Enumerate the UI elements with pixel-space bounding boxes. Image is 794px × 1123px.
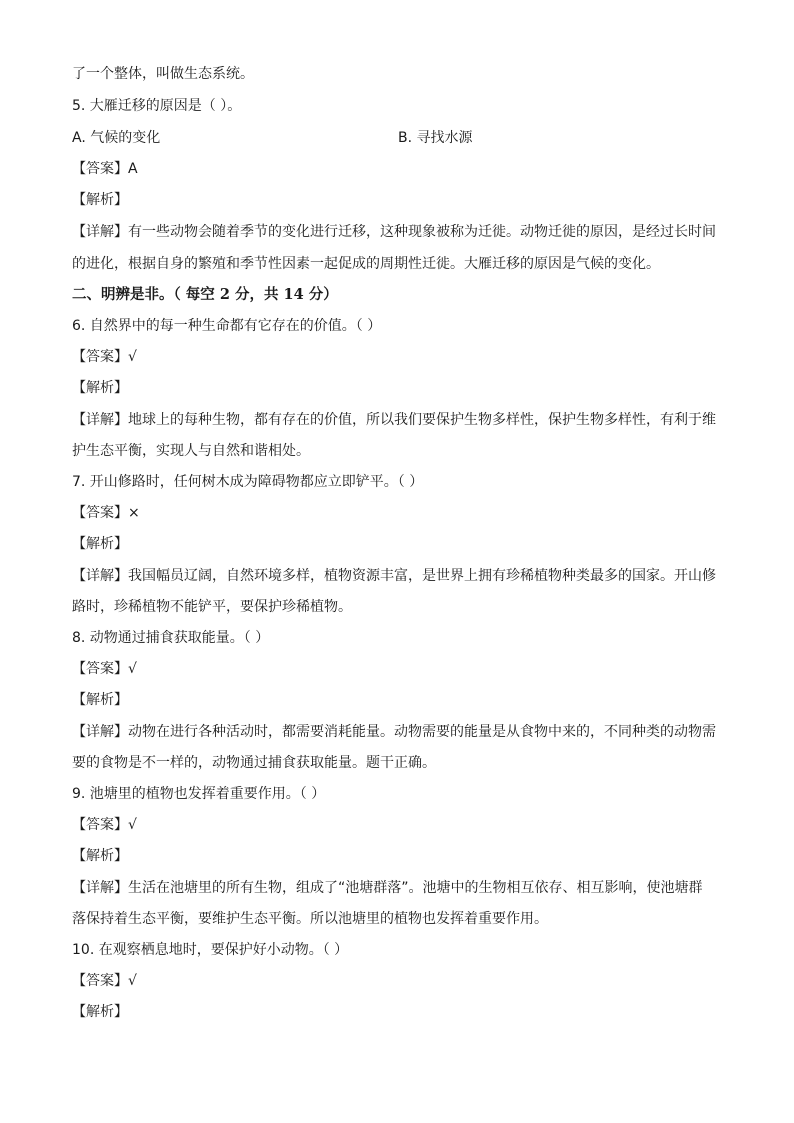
analysis-label: 【解析】 [72, 692, 128, 708]
question-10: 10. 在观察栖息地时，要保护好小动物。（ ） [72, 942, 349, 958]
question-8: 8. 动物通过捕食获取能量。（ ） [72, 630, 270, 646]
explanation-line: 护生态平衡，实现人与自然和谐相处。 [72, 443, 310, 459]
answer-label: 【答案】A [72, 161, 138, 177]
text-line-continuation: 了一个整体，叫做生态系统。 [72, 66, 254, 82]
answer-label: 【答案】√ [72, 661, 137, 677]
explanation-line: 【详解】地球上的每种生物，都有存在的价值，所以我们要保护生物多样性，保护生物多样性，有利于维 [72, 412, 716, 428]
analysis-label: 【解析】 [72, 1004, 128, 1020]
explanation-line: 【详解】我国幅员辽阔，自然环境多样，植物资源丰富，是世界上拥有珍稀植物种类最多的国家。开山修 [72, 568, 716, 584]
question-7: 7. 开山修路时，任何树木成为障碍物都应立即铲平。（ ） [72, 474, 424, 490]
question-5: 5. 大雁迁移的原因是（ ）。 [72, 98, 242, 114]
explanation-line: 【详解】生活在池塘里的所有生物，组成了“池塘群落”。池塘中的生物相互依存、相互影响，使池塘群 [72, 880, 703, 896]
answer-label: 【答案】√ [72, 973, 137, 989]
analysis-label: 【解析】 [72, 536, 128, 552]
explanation-line: 路时，珍稀植物不能铲平，要保护珍稀植物。 [72, 599, 352, 615]
explanation-line: 【详解】动物在进行各种活动时，都需要消耗能量。动物需要的能量是从食物中来的，不同种类的动物需 [72, 724, 716, 740]
answer-label: 【答案】× [72, 505, 140, 521]
answer-label: 【答案】√ [72, 349, 137, 365]
option-b: B. 寻找水源 [398, 130, 473, 146]
explanation-line: 落保持着生态平衡，要维护生态平衡。所以池塘里的植物也发挥着重要作用。 [72, 911, 548, 927]
explanation-line: 【详解】有一些动物会随着季节的变化进行迁移，这种现象被称为迁徙。动物迁徙的原因，是经过长时间 [72, 224, 716, 240]
question-6: 6. 自然界中的每一种生命都有它存在的价值。（ ） [72, 318, 382, 334]
option-a: A. 气候的变化 [72, 130, 161, 146]
section-heading: 二、明辨是非。（ 每空 2 分，共 14 分） [72, 286, 338, 303]
analysis-label: 【解析】 [72, 848, 128, 864]
analysis-label: 【解析】 [72, 380, 128, 396]
answer-label: 【答案】√ [72, 817, 137, 833]
question-9: 9. 池塘里的植物也发挥着重要作用。（ ） [72, 786, 326, 802]
explanation-line: 的进化，根据自身的繁殖和季节性因素一起促成的周期性迁徙。大雁迁移的原因是气候的变化。 [72, 256, 660, 272]
explanation-line: 要的食物是不一样的，动物通过捕食获取能量。题干正确。 [72, 755, 436, 771]
analysis-label: 【解析】 [72, 192, 128, 208]
